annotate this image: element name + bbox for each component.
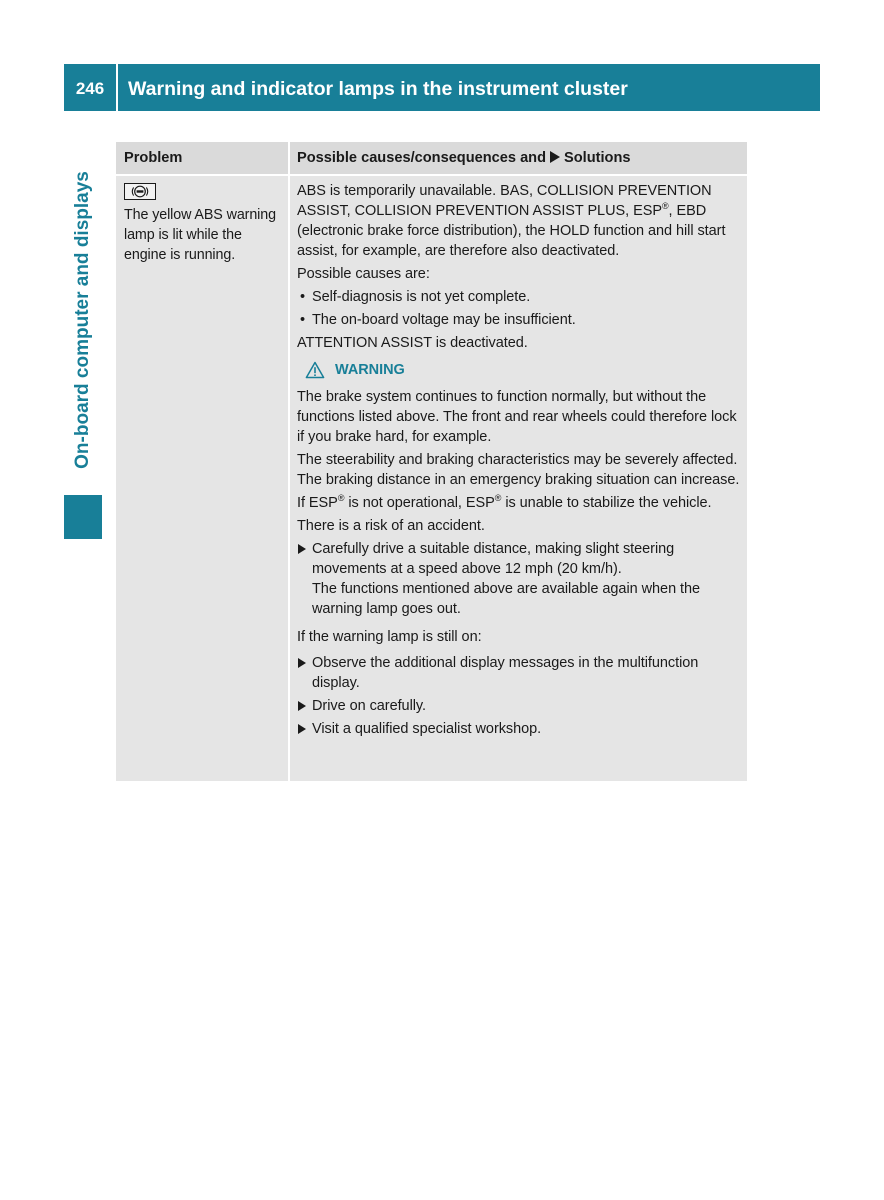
attention-assist-note: ATTENTION ASSIST is deactivated. [297, 335, 528, 351]
table-header-row [116, 142, 747, 174]
warning-paragraph: There is a risk of an accident. [297, 518, 485, 534]
arrow-right-icon [550, 151, 560, 163]
header-separator [116, 174, 747, 176]
warning-label: WARNING [335, 362, 405, 378]
column-header-causes-label: Possible causes/consequences and [297, 150, 547, 166]
instruction-step: Visit a qualified specialist workshop. [297, 719, 743, 739]
section-side-tab-label: On-board computer and displays [72, 171, 93, 469]
page-title: Warning and indicator lamps in the instrument cluster [128, 78, 628, 100]
column-header-solutions-label: Solutions [564, 150, 631, 166]
abs-warning-lamp-icon [124, 183, 156, 200]
instruction-step: Observe the additional display messages in the multifunction display. [297, 653, 743, 693]
possible-causes-label: Possible causes are: [297, 266, 430, 282]
bullet-icon: • [300, 312, 306, 328]
if-still-on-label: If the warning lamp is still on: [297, 629, 482, 645]
warning-lamp-table [116, 142, 747, 781]
warning-paragraph: The steerability and braking characteristics may be severely affected. The braking distance in an emergency braking situation can increase. [297, 452, 740, 488]
page-number: 246 [75, 79, 105, 98]
section-side-tab-marker [64, 495, 102, 539]
warning-paragraph: If ESP® is not operational, ESP® is unable to stabilize the vehicle. [297, 493, 712, 511]
step-arrow-icon [298, 658, 306, 668]
header-divider [116, 64, 118, 111]
problem-description: The yellow ABS warning lamp is lit while the engine is running. [124, 207, 276, 263]
warning-heading [305, 359, 743, 381]
step-arrow-icon [298, 701, 306, 711]
intro-paragraph: ABS is temporarily unavailable. BAS, COLLISION PREVENTION ASSIST, COLLISION PREVENTION ASSIST PLUS, ESP®, EBD (electronic brake force distribution), the HOLD function and hill start assist, for example, are therefore also deactivated. [297, 183, 726, 259]
step-arrow-icon [298, 544, 306, 554]
warning-paragraph: The brake system continues to function normally, but without the functions listed above. The front and rear wheels could therefore lock if you brake hard, for example. [297, 389, 737, 445]
list-item: • Self-diagnosis is not yet complete. [300, 289, 531, 305]
warning-triangle-icon [305, 361, 325, 379]
causes-solutions-cell [297, 181, 743, 742]
instruction-step: Carefully drive a suitable distance, making slight steering movements at a speed above 12 mph (20 km/h). The functions mentioned above are available again when the warning lamp goes out. [297, 539, 743, 619]
instruction-step: Drive on carefully. [297, 696, 743, 716]
column-separator [288, 142, 290, 781]
bullet-icon: • [300, 289, 306, 305]
column-header-problem: Problem [124, 150, 183, 166]
step-arrow-icon [298, 724, 306, 734]
column-header-causes [297, 142, 631, 175]
list-item: • The on-board voltage may be insufficient. [300, 312, 576, 328]
page-header [64, 64, 820, 111]
section-side-tab [64, 150, 102, 490]
